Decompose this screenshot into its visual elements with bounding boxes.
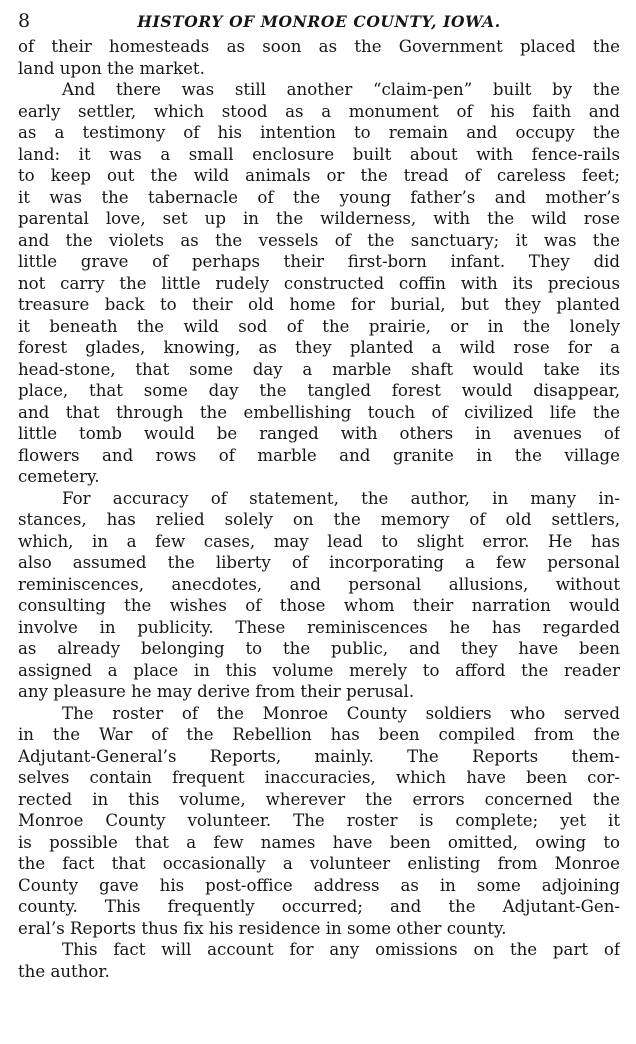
text-line: parental love, set up in the wilderness, with the wild rose bbox=[18, 209, 620, 228]
paragraph bbox=[18, 939, 620, 982]
text-line: and the violets as the vessels of the sanctuary; it was the bbox=[18, 230, 620, 250]
text-line: as a testimony of his intention to remain and occupy the bbox=[18, 123, 620, 142]
text-line: reminiscences, anecdotes, and personal allusions, without bbox=[18, 574, 620, 594]
text-line: also assumed the liberty of incorporating a few personal bbox=[18, 553, 620, 572]
text-line: and that through the embellishing touch of civilized life the bbox=[18, 402, 620, 422]
text-line: County gave his post-office address as in some adjoining bbox=[18, 875, 620, 895]
text-line: the fact that occasionally a volunteer enlisting from Monroe bbox=[18, 854, 620, 873]
text-line: This fact will account for any omissions on the part of bbox=[62, 940, 620, 959]
text-line: in the War of the Rebellion has been compiled from the bbox=[18, 725, 620, 744]
text-line: land: it was a small enclosure built about with fence-rails bbox=[18, 144, 620, 164]
text-line: of their homesteads as soon as the Government placed the bbox=[18, 37, 620, 56]
text-line: involve in publicity. These reminiscences he has regarded bbox=[18, 617, 620, 637]
text-line: little tomb would be ranged with others in avenues of bbox=[18, 424, 620, 443]
text-line: flowers and rows of marble and granite in the village bbox=[18, 445, 620, 465]
page-number: 8 bbox=[18, 10, 31, 32]
text-line: forest glades, knowing, as they planted a wild rose for a bbox=[18, 338, 620, 357]
text-line: rected in this volume, wherever the errors concerned the bbox=[18, 789, 620, 809]
text-line: selves contain frequent inaccuracies, which have been cor- bbox=[18, 768, 620, 787]
text-line: And there was still another “claim-pen” built by the bbox=[62, 80, 620, 99]
text-line: county. This frequently occurred; and the Adjutant-Gen- bbox=[18, 897, 620, 916]
text-line: it was the tabernacle of the young father’s and mother’s bbox=[18, 187, 620, 207]
text-line: consulting the wishes of those whom their narration would bbox=[18, 596, 620, 615]
body-text bbox=[18, 36, 620, 982]
text-line: assigned a place in this volume merely to afford the reader bbox=[18, 660, 620, 680]
text-line: the author. bbox=[18, 961, 110, 981]
text-line: early settler, which stood as a monument of his faith and bbox=[18, 101, 620, 121]
paragraph bbox=[18, 488, 620, 703]
running-title: HISTORY OF MONROE COUNTY, IOWA. bbox=[137, 12, 501, 31]
text-line: head-stone, that some day a marble shaft would take its bbox=[18, 359, 620, 379]
running-head bbox=[18, 6, 620, 36]
text-line: The roster of the Monroe County soldiers who served bbox=[62, 703, 620, 723]
text-line: it beneath the wild sod of the prairie, or in the lonely bbox=[18, 316, 620, 336]
text-line: place, that some day the tangled forest would disappear, bbox=[18, 381, 620, 400]
text-line: Monroe County volunteer. The roster is complete; yet it bbox=[18, 811, 620, 830]
book-page bbox=[18, 6, 620, 1036]
paragraph bbox=[18, 703, 620, 940]
text-line: not carry the little rudely constructed coffin with its precious bbox=[18, 273, 620, 293]
text-line: eral’s Reports thus fix his residence in some other county. bbox=[18, 918, 507, 938]
text-line: which, in a few cases, may lead to slight error. He has bbox=[18, 531, 620, 551]
text-line: stances, has relied solely on the memory of old settlers, bbox=[18, 510, 620, 529]
text-line: treasure back to their old home for burial, but they planted bbox=[18, 295, 620, 314]
text-line: cemetery. bbox=[18, 467, 100, 486]
text-line: as already belonging to the public, and they have been bbox=[18, 639, 620, 658]
text-line: land upon the market. bbox=[18, 58, 205, 78]
text-line: is possible that a few names have been omitted, owing to bbox=[18, 832, 620, 852]
text-line: to keep out the wild animals or the tread of careless feet; bbox=[18, 166, 620, 185]
text-line: Adjutant-General’s Reports, mainly. The Reports them- bbox=[18, 746, 620, 766]
text-line: For accuracy of statement, the author, in many in- bbox=[62, 488, 620, 508]
paragraph bbox=[18, 79, 620, 488]
text-line: any pleasure he may derive from their perusal. bbox=[18, 682, 415, 701]
paragraph bbox=[18, 36, 620, 79]
text-line: little grave of perhaps their first-born infant. They did bbox=[18, 252, 620, 271]
